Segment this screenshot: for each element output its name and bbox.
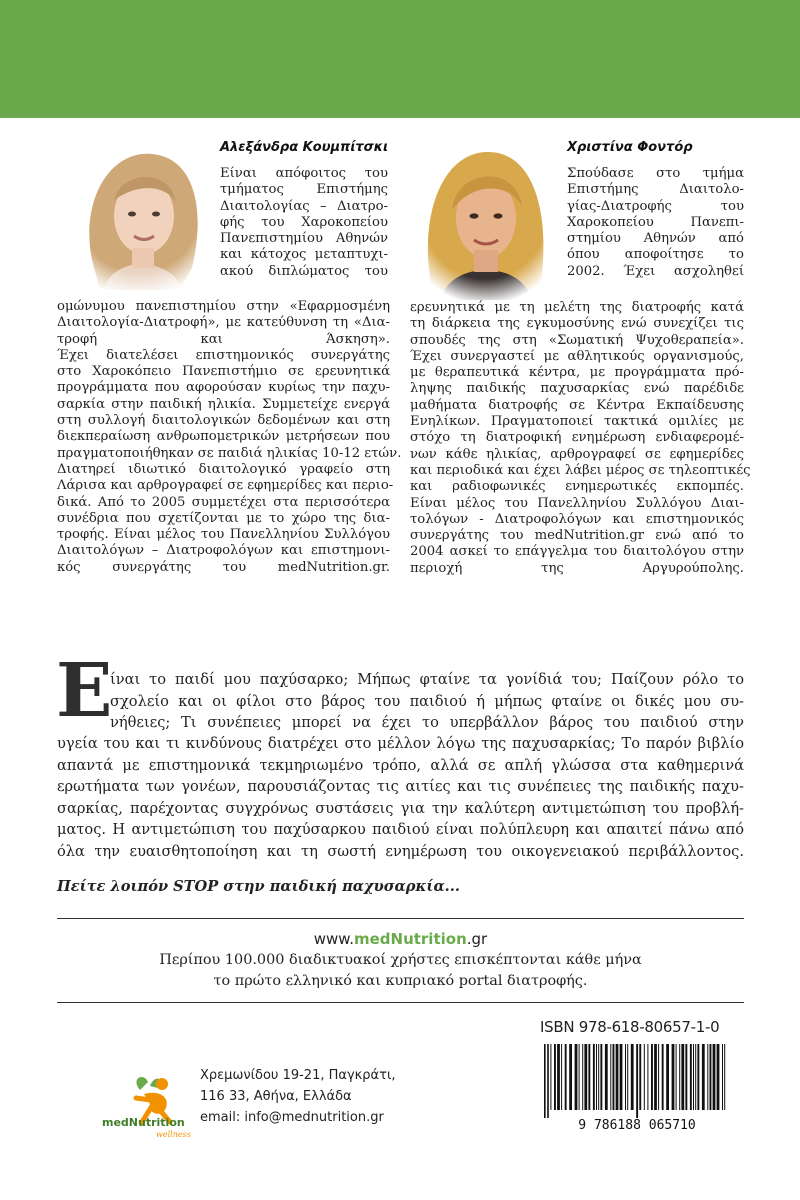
author-bio-fontor-bottom: ερευνητικά με τη μελέτη της διατροφής κατά τη διάρκεια της εγκυμοσύνης ενώ συνεχίζει τις σπουδές της στη «Σωματική Ψυχοθεραπεία». Έχει συνεργαστεί με αθλητικούς οργανισμούς, με θεραπευτικά κέντρα, με προγράμματα πρό- ληψης παιδικής παχυσαρκίας ενώ παρέδιδε μαθήματα διατροφής σε Κέντρα Εκπαίδευσης Ενηλίκων. Πραγματοποιεί τακτικά ομιλίες με στόχο τη διατροφική ενημέρωση ενδιαφερομέ- νων κάθε ηλικίας, αρθρογραφεί σε εφημερίδες και περιοδικά και έχει λάβει μέρος σε τηλεοπτικές και ραδιοφωνικές ενημερωτικές εκπομπές. Είναι μέλος του Πανελληνίου Συλλόγου Διαι- τολόγων - Διατροφολόγων και επιστημονικός συνεργάτης του medNutrition.gr ενώ από το 2004 ασκεί το επάγγελμα του διαιτολόγου στην περιοχή της Αργυρούπολης.: [410, 300, 751, 576]
barcode-bar: [722, 1044, 723, 1110]
barcode-bar: [707, 1044, 708, 1110]
barcode-bar: [651, 1044, 653, 1110]
barcode-bar: [627, 1044, 628, 1110]
barcode-bar: [695, 1044, 696, 1110]
barcode-bar: [685, 1044, 687, 1110]
barcode-bar: [636, 1044, 638, 1118]
barcode-bar: [631, 1044, 634, 1110]
author-photo-koumpitski: [60, 140, 218, 298]
publisher-email[interactable]: email: info@mednutrition.gr: [200, 1110, 384, 1125]
author-name-fontor: Χριστίνα Φοντόρ: [567, 140, 693, 155]
blurb-drop-cap: Ε: [56, 648, 113, 734]
barcode-bar: [565, 1044, 567, 1110]
divider-bottom: [57, 1002, 744, 1003]
isbn-label: ISBN 978-618-80657-1-0: [540, 1018, 720, 1036]
barcode-bar: [644, 1044, 645, 1110]
website-portal-text: το πρώτο ελληνικό και κυπριακό portal διατροφής.: [213, 973, 588, 989]
barcode-bar: [613, 1044, 615, 1110]
author-bio-koumpitski-top: Είναι απόφοιτος του τμήματος Επιστήμης Διαιτολογίας – Διατρο- φής του Χαροκοπείου Πανεπιστημίου Αθηνών και κάτοχος μεταπτυχι- ακού διπλώματος του: [220, 166, 388, 279]
blurb-tagline: Πείτε λοιπόν STOP στην παιδική παχυσαρκία...: [57, 878, 460, 895]
barcode-bar: [713, 1044, 716, 1110]
author-bio-koumpitski-bottom: ομώνυμου πανεπιστημίου στην «Εφαρμοσμένη Διαιτολογία-Διατροφή», με κατεύθυνση τη «Δια- τροφή και Άσκηση». Έχει διατελέσει επιστημονικός συνεργάτης στο Χαροκόπειο Πανεπιστήμιο σε ερευνητικά προγράμματα που αφορούσαν κυρίως την παχυ- σαρκία στην παιδική ηλικία. Συμμετείχε ενεργά στη συλλογή διαιτολογικών δεδομένων και στη διεκπεραίωση ανθρωπομετρικών μετρήσεων που πραγματοποιήθηκαν σε παιδιά ηλικίας 10-12 ετών. Διατηρεί ιδιωτικό διαιτολογικό γραφείο στη Λάρισα και αρθρογραφεί σε εφημερίδες και περιο- δικά. Από το 2005 συμμετέχει στα περισσότερα συνέδρια που σχετίζονται με το χώρο της δια- τροφής. Είναι μέλος του Πανελληνίου Συλλόγου Διαιτολόγων – Διατροφολόγων και επιστημονι- κός συνεργάτης του medNutrition.gr.: [57, 299, 402, 575]
barcode-bar: [554, 1044, 556, 1110]
logo-wordmark: medNutrition: [102, 1116, 185, 1129]
blurb-paragraph-rest: υγεία του και τι κινδύνους διατρέχει στο μέλλον λόγω της παχυσαρκίας; Το παρόν βιβλίο απαντά με επιστημονικά τεκμηριωμένο τρόπο, αλλά σε απλή γλώσσα στα καθημερινά ερωτήματα των γονέων, παρουσιάζοντας τις αιτίες και τις συνέπειες της παιδικής παχυ- σαρκίας, παρέχοντας συγχρόνως συστάσεις για την καλύτερη αντιμετώπιση του προβλή- ματος. Η αντιμετώπιση του παχύσαρκου παιδιού είναι πολύπλευρη και απαιτεί πάνω από όλα την ευαισθητοποίηση και τη σωστή ενημέρωση του οικογενειακού περιβάλλοντος.: [57, 735, 744, 860]
barcode-bar: [658, 1044, 659, 1110]
top-green-band: [0, 0, 800, 118]
isbn-barcode: [530, 1042, 744, 1132]
barcode-bar: [647, 1044, 648, 1110]
barcode-bar: [690, 1044, 692, 1110]
publisher-address-line1: Χρεμωνίδου 19-21, Παγκράτι,: [200, 1068, 396, 1083]
publisher-address-line2: 116 33, Αθήνα, Ελλάδα: [200, 1089, 352, 1104]
barcode-bar: [544, 1044, 546, 1118]
website-visits-text: Περίπου 100.000 διαδικτυακοί χρήστες επισκέπτονται κάθε μήνα: [159, 952, 642, 968]
barcode-bar: [561, 1044, 562, 1110]
barcode-bar: [666, 1044, 669, 1110]
barcode-bar: [724, 1044, 725, 1110]
barcode-bar: [605, 1044, 608, 1110]
barcode-bar: [616, 1044, 619, 1110]
barcode-bar: [681, 1044, 684, 1110]
barcode-bar: [693, 1044, 694, 1110]
barcode-bar: [596, 1044, 597, 1110]
barcode-bar: [610, 1044, 611, 1110]
barcode-bar: [569, 1044, 572, 1110]
website-url[interactable]: www.medNutrition.gr: [313, 930, 488, 948]
barcode-bar: [697, 1044, 699, 1110]
barcode-bar: [639, 1044, 641, 1110]
logo-subtitle: wellness: [156, 1130, 191, 1139]
barcode-bar: [625, 1044, 626, 1110]
barcode-bar: [598, 1044, 599, 1110]
barcode-bar: [547, 1044, 549, 1118]
barcode-bar: [575, 1044, 578, 1110]
author-photo-fontor: [410, 140, 560, 300]
author-bio-fontor-top: Σπούδασε στο τμήμα Επιστήμης Διαιτολο- γίας-Διατροφής του Χαροκοπείου Πανεπι- στημίου Αθηνών από όπου αποφοίτησε το 2002. Έχει ασχοληθεί: [567, 166, 744, 279]
author-name-koumpitski: Αλεξάνδρα Κουμπίτσκι: [220, 140, 389, 155]
barcode-bar: [676, 1044, 677, 1110]
barcode-bar: [654, 1044, 657, 1110]
barcode-bar: [717, 1044, 720, 1110]
mednutrition-wellness-logo: [100, 1070, 200, 1140]
barcode-bar: [662, 1044, 664, 1110]
barcode-digits: 9 786188 065710: [578, 1118, 696, 1132]
barcode-bar: [588, 1044, 590, 1110]
barcode-bar: [679, 1044, 680, 1110]
divider-top: [57, 918, 744, 919]
barcode-bar: [593, 1044, 595, 1110]
barcode-bar: [557, 1044, 560, 1110]
barcode-bar: [620, 1044, 623, 1110]
blurb-paragraph-start: ίναι το παιδί μου παχύσαρκο; Μήπως φταίνε τα γονίδιά του; Παίζουν ρόλο το σχολείο και οι φίλοι στο βάρος του παιδιού ή μήπως φταίνε οι δικές μου συ- νήθειες; Τι συνέπειες μπορεί να έχει το υπερβάλλον βάρος του παιδιού στην: [110, 671, 744, 731]
barcode-bar: [550, 1044, 551, 1110]
barcode-bar: [600, 1044, 602, 1110]
barcode-bar: [702, 1044, 705, 1110]
barcode-bar: [672, 1044, 675, 1110]
barcode-bar: [584, 1044, 587, 1110]
barcode-bar: [579, 1044, 580, 1110]
barcode-bar: [710, 1044, 712, 1110]
barcode-bar: [582, 1044, 583, 1110]
